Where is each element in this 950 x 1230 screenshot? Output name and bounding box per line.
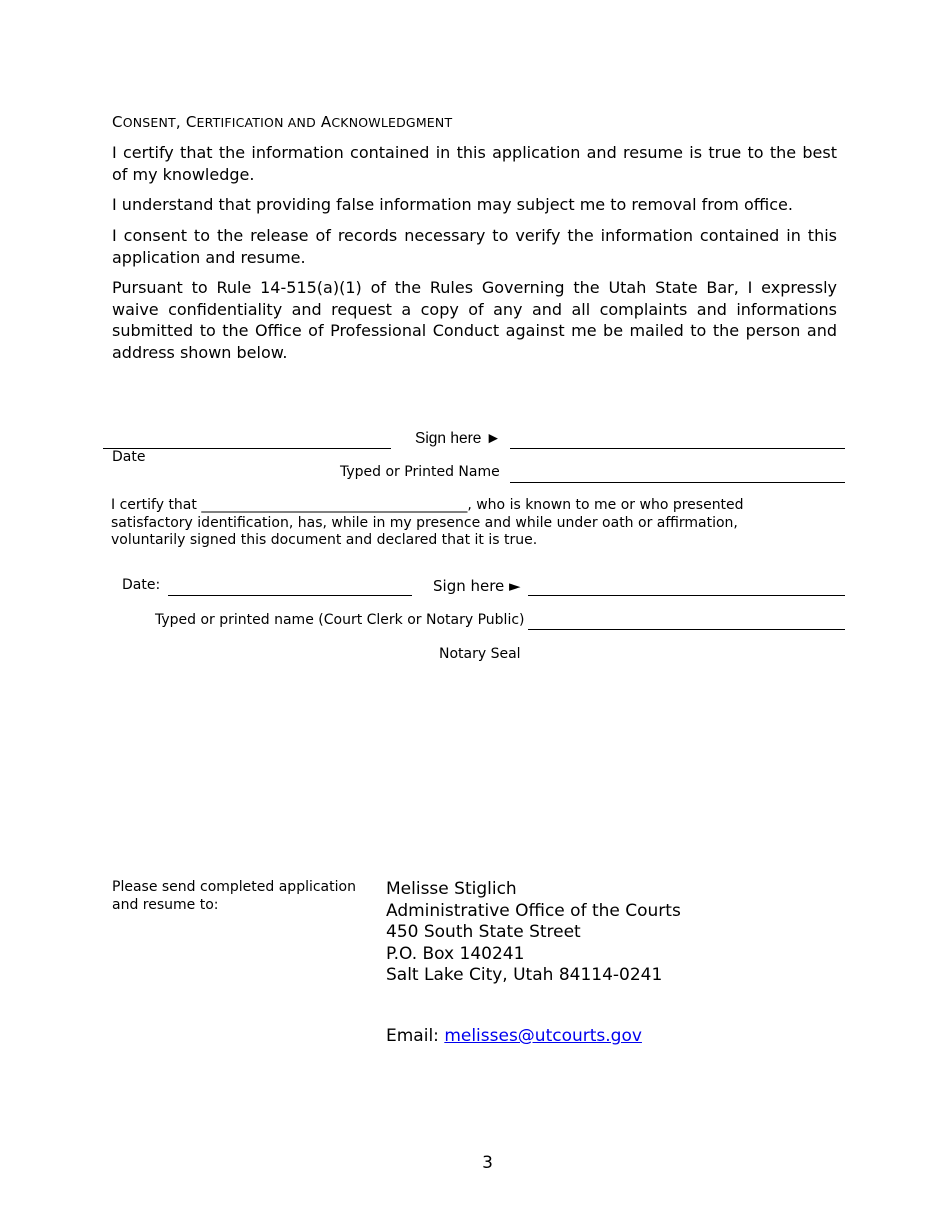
page-number: 3 [482,1153,493,1173]
notary-sign-here-label: Sign here ► [433,577,521,595]
notary-signature-line[interactable] [528,595,845,596]
understand-paragraph: I understand that providing false information may subject me to removal from office. [112,195,793,214]
email-label: Email: [386,1026,439,1046]
address-office: Administrative Office of the Courts [386,900,681,921]
heading-part: ACKNOWLEDGMENT [320,113,453,131]
heading-part: CERTIFICATION AND [185,113,316,131]
heading-part: CONSENT [112,113,176,131]
address-street: 450 South State Street [386,922,581,942]
sign-here-label: Sign here ► [415,430,501,447]
notary-certify-text: I certify that ______________________________________, who is known to me or who presented satisfactory identification, has, while in my presence and while under oath or affirmation, voluntarily signed this document and declared that it is true. [111,497,744,548]
address-city: Salt Lake City, Utah 84114-0241 [386,965,663,985]
date-label: Date [112,449,146,465]
section-heading: CONSENT, CERTIFICATION AND ACKNOWLEDGMENT [112,113,453,131]
certify-paragraph: I certify that the information contained in this application and resume is true to the best of my knowledge. [112,143,837,184]
notary-typed-name-line[interactable] [528,629,845,630]
notary-date-line[interactable] [168,595,412,596]
consent-paragraph: I consent to the release of records necessary to verify the information contained in this application and resume. [112,226,837,267]
notary-typed-name-label: Typed or printed name (Court Clerk or Notary Public) [155,612,525,628]
email-link[interactable]: melisses@utcourts.gov [444,1026,642,1046]
notary-date-label: Date: [122,577,161,593]
address-name: Melisse Stiglich [386,879,517,899]
notary-seal-label: Notary Seal [439,646,521,662]
typed-name-label: Typed or Printed Name [340,464,500,480]
signature-line[interactable] [510,448,845,449]
email-row [386,1026,642,1048]
mailing-address [386,879,681,987]
typed-name-line[interactable] [510,482,845,483]
address-po-box: P.O. Box 140241 [386,943,525,964]
waiver-paragraph: Pursuant to Rule 14-515(a)(1) of the Rules Governing the Utah State Bar, I expressly waive confidentiality and request a copy of any and all complaints and informations submitted to the Office of Professional Conduct against me be mailed to the person and address shown below. [112,278,837,362]
date-line[interactable] [103,448,391,449]
mailing-instruction: Please send completed application and resume to: [112,879,356,913]
